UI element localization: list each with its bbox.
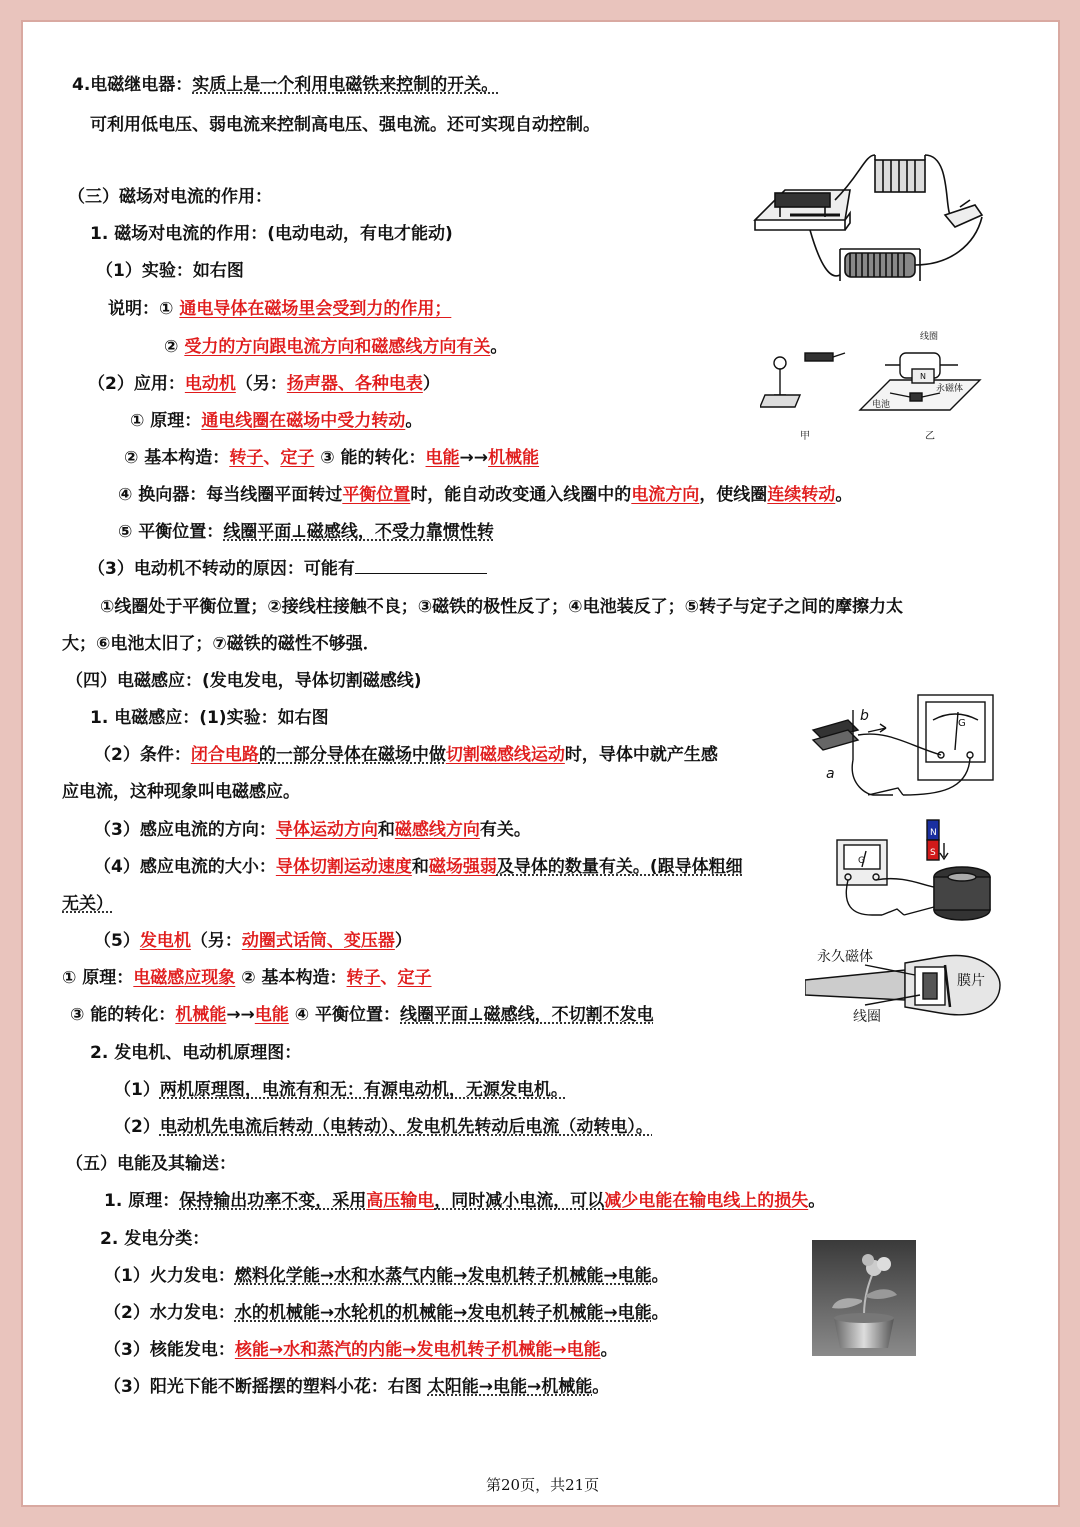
diagram-note-1: （1）两机原理图，电流有和无：有源电动机，无源发电机。 xyxy=(114,1080,568,1100)
fig4-label-g: G xyxy=(858,856,865,866)
motor-figure xyxy=(760,325,990,445)
hydro-power: （2）水力发电：水的机械能→水轮机的机械能→发电机转子机械能→电能。 xyxy=(104,1303,669,1323)
relay-line: 4.电磁继电器：实质上是一个利用电磁铁来控制的开关。 xyxy=(72,75,499,95)
solar-flower: （3）阳光下能不断摇摆的塑料小花：右图 太阳能→电能→机械能。 xyxy=(104,1377,610,1397)
fig2-label-coil: 线圈 xyxy=(920,332,939,342)
solar-flower-photo xyxy=(812,1240,916,1356)
induction-magnitude: （4）感应电流的大小：导体切割运动速度和磁场强弱及导体的数量有关。(跟导体粗细 xyxy=(94,857,743,877)
relay-note: 可利用低电压、弱电流来控制高电压、强电流。还可实现自动控制。 xyxy=(90,115,600,135)
explain-2: ② 受力的方向跟电流方向和磁感线方向有关。 xyxy=(164,337,508,357)
thermal-power: （1）火力发电：燃料化学能→水和水蒸气内能→发电机转子机械能→电能。 xyxy=(104,1266,669,1286)
section-5-heading: （五）电能及其输送： xyxy=(66,1154,236,1174)
fig2-label-magnet: 永磁体 xyxy=(936,384,964,394)
balance-position: ⑤ 平衡位置：线圈平面⊥磁感线，不受力靠惯性转 xyxy=(118,522,494,542)
application-line: （2）应用：电动机（另：扬声器、各种电表） xyxy=(88,374,440,394)
commutator-line: ④ 换向器：每当线圈平面转过平衡位置时，能自动改变通入线圈中的电流方向，使线圈连续转动。 xyxy=(118,485,853,505)
motor-structure: ② 基本构造：转子、定子 ③ 能的转化：电能→→机械能 xyxy=(124,448,540,468)
fig3-label-a: a xyxy=(826,766,835,782)
nuclear-power: （3）核能发电：核能→水和蒸汽的内能→发电机转子机械能→电能。 xyxy=(104,1340,618,1360)
microphone-figure xyxy=(805,945,1005,1025)
diagram-note-2: （2）电动机先电流后转动（电转动）、发电机先转动后电流（动转电）。 xyxy=(114,1117,653,1137)
fig2-label-n: N xyxy=(920,372,926,381)
induction-condition-cont: 应电流，这种现象叫电磁感应。 xyxy=(62,782,300,802)
answer-blank xyxy=(355,558,487,574)
force-heading: 1. 磁场对电流的作用：(电动电动，有电才能动) xyxy=(90,224,453,244)
fig3-label-g: G xyxy=(958,718,966,729)
force-experiment-figure xyxy=(750,145,995,290)
motor-fail-heading: （3）电动机不转动的原因：可能有 xyxy=(88,558,487,580)
explain-1: 说明：① 通电导体在磁场里会受到力的作用； xyxy=(108,299,452,319)
section-3-heading: （三）磁场对电流的作用： xyxy=(68,187,272,207)
motor-fail-reasons-1: ①线圈处于平衡位置；②接线柱接触不良；③磁铁的极性反了；④电池装反了；⑤转子与定子之间的摩擦力太 xyxy=(100,597,903,617)
motor-fail-reasons-2: 大；⑥电池太旧了；⑦磁铁的磁性不够强． xyxy=(62,634,380,654)
fig4-label-n: N xyxy=(930,828,937,838)
fig2-label-jia: 甲 xyxy=(800,431,810,442)
generator-line: （5）发电机（另：动圈式话筒、变压器） xyxy=(94,931,412,951)
diagram-heading: 2. 发电机、电动机原理图： xyxy=(90,1043,302,1063)
fig5-label-membrane: 膜片 xyxy=(957,973,985,989)
generator-principle: ① 原理：电磁感应现象 ② 基本构造：转子、定子 xyxy=(62,968,432,988)
induction-direction: （3）感应电流的方向：导体运动方向和磁感线方向有关。 xyxy=(94,820,531,840)
fig5-label-coil: 线圈 xyxy=(853,1009,881,1025)
induction-figure xyxy=(808,690,1000,805)
fig5-label-magnet: 永久磁体 xyxy=(817,949,873,965)
fig3-label-b: b xyxy=(860,708,869,724)
section-4-heading: （四）电磁感应：(发电发电，导体切割磁感线) xyxy=(66,671,422,691)
fig2-label-yi: 乙 xyxy=(925,431,935,442)
induction-heading: 1. 电磁感应：(1)实验：如右图 xyxy=(90,708,329,728)
page-footer: 第20页，共21页 xyxy=(486,1476,600,1494)
coil-magnet-figure xyxy=(832,815,1002,930)
transmission-principle: 1. 原理：保持输出功率不变，采用高压输电，同时减小电流，可以减少电能在输电线上的损失。 xyxy=(104,1191,826,1211)
generator-energy: ③ 能的转化：机械能→→电能 ④ 平衡位置：线圈平面⊥磁感线，不切割不发电 xyxy=(70,1005,654,1025)
motor-principle: ① 原理：通电线圈在磁场中受力转动。 xyxy=(130,411,423,431)
fig4-label-s: S xyxy=(930,848,936,858)
induction-condition: （2）条件：闭合电路的一部分导体在磁场中做切割磁感线运动时，导体中就产生感 xyxy=(94,745,718,765)
induction-magnitude-cont: 无关） xyxy=(62,894,113,914)
experiment-line: （1）实验：如右图 xyxy=(96,261,244,281)
generation-types-heading: 2. 发电分类： xyxy=(100,1229,210,1249)
fig2-label-battery: 电池 xyxy=(872,400,891,410)
